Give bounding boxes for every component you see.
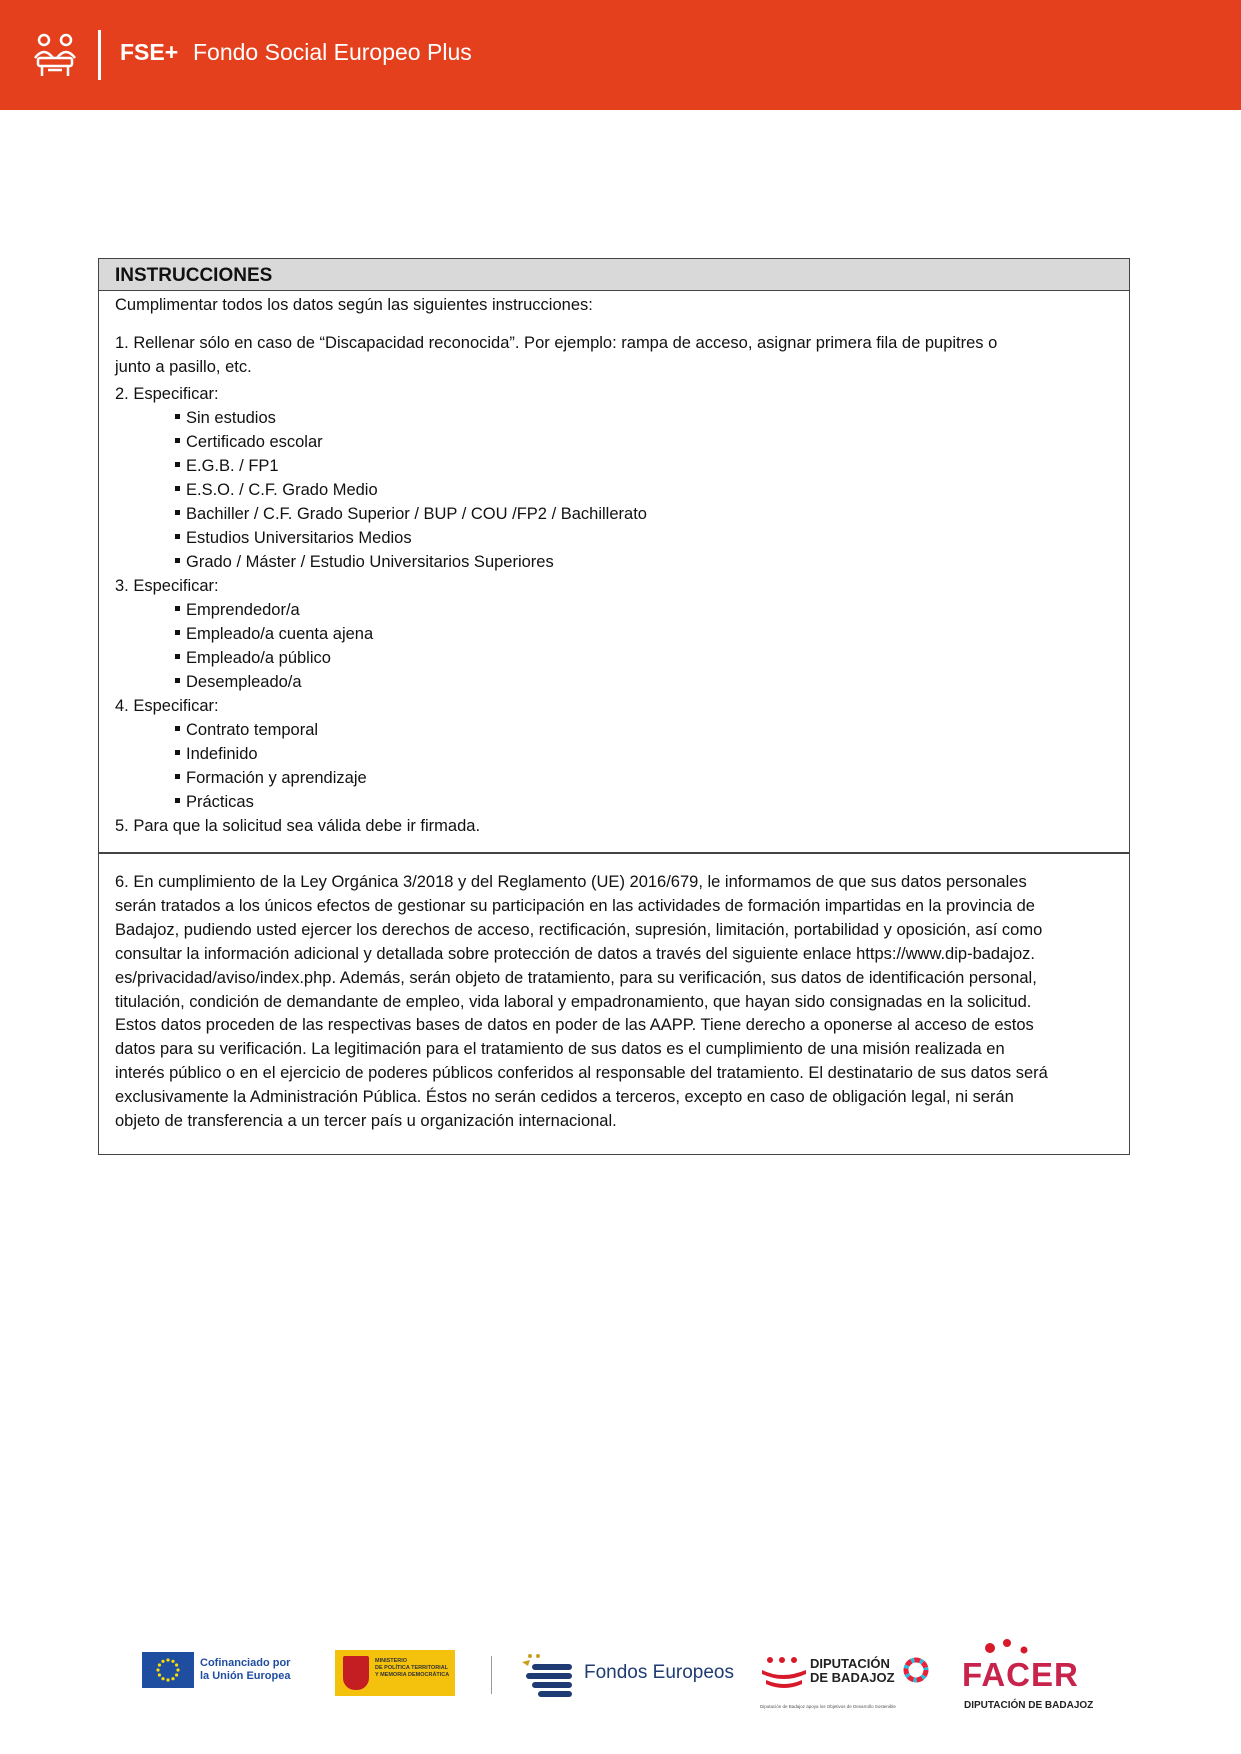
coat-of-arms-icon [343, 1656, 369, 1690]
panel-header [99, 259, 1129, 291]
list-item: Estudios Universitarios Medios [175, 526, 412, 550]
item-1-line-1: 1. Rellenar sólo en caso de “Discapacidad reconocida”. Por ejemplo: rampa de acceso, asignar primera fila de pupitres o [115, 334, 998, 352]
item-1-line-2: junto a pasillo, etc. [115, 358, 252, 376]
diputacion-badajoz-icon [760, 1654, 808, 1698]
footer-logos [0, 1630, 1241, 1740]
eu-flag-icon [142, 1652, 194, 1688]
eu-cofinancing-logo [142, 1652, 290, 1688]
fondos-europeos-label: Fondos Europeos [584, 1662, 734, 1683]
section-divider [99, 852, 1129, 854]
header-title: Fondo Social Europeo Plus [193, 39, 472, 65]
list-item: Desempleado/a [175, 670, 302, 694]
list-item: E.S.O. / C.F. Grado Medio [175, 478, 378, 502]
list-item: Emprendedor/a [175, 598, 300, 622]
list-item: Prácticas [175, 790, 254, 814]
item-2-label: 2. Especificar: [115, 385, 219, 403]
list-item: Certificado escolar [175, 430, 323, 454]
sdg-wheel-icon [903, 1657, 929, 1683]
item-3-label: 3. Especificar: [115, 577, 219, 595]
panel-title: INSTRUCCIONES [115, 265, 273, 286]
facer-logo [962, 1638, 1094, 1718]
header-bar [0, 0, 1241, 110]
eu-cofinancing-label: Cofinanciado por la Unión Europea [200, 1657, 291, 1682]
header-divider [98, 30, 101, 80]
ministerio-logo [335, 1650, 455, 1696]
instructions-panel [98, 258, 1130, 1155]
logo-divider [491, 1656, 492, 1694]
facer-dots-icon [972, 1638, 1042, 1658]
list-item: Formación y aprendizaje [175, 766, 367, 790]
facer-wordmark: FACER [962, 1656, 1079, 1693]
list-item: Indefinido [175, 742, 258, 766]
list-item: Contrato temporal [175, 718, 318, 742]
diputacion-note: Diputación de Badajoz apoya los Objetivos de Desarrollo Sostenible [760, 1704, 896, 1709]
facer-subtitle: DIPUTACIÓN DE BADAJOZ [964, 1700, 1094, 1711]
people-meeting-icon [30, 30, 80, 80]
list-item: E.G.B. / FP1 [175, 454, 279, 478]
item-4-label: 4. Especificar: [115, 697, 219, 715]
ministerio-label: MINISTERIO DE POLÍTICA TERRITORIAL Y MEMORIA DEMOCRÁTICA [375, 1658, 450, 1678]
list-item: Sin estudios [175, 406, 276, 430]
list-item: Empleado/a cuenta ajena [175, 622, 373, 646]
brand-label: FSE+ [120, 39, 179, 65]
diputacion-label: DIPUTACIÓN DE BADAJOZ [810, 1656, 895, 1685]
fondos-europeos-icon [518, 1652, 578, 1700]
intro-text: Cumplimentar todos los datos según las siguientes instrucciones: [115, 296, 593, 314]
list-item: Grado / Máster / Estudio Universitarios Superiores [175, 550, 554, 574]
item-5-text: 5. Para que la solicitud sea válida debe ir firmada. [115, 817, 481, 835]
privacy-paragraph: 6. En cumplimiento de la Ley Orgánica 3/2018 y del Reglamento (UE) 2016/679, le informamos de que sus datos personales serán tratados a los únicos efectos de gestionar su participación en las actividades de formación impartidas en la provincia de Badajoz, pudiendo usted ejercer los derechos de acceso, rectificación, supresión, limitación, portabilidad y oposición, así como consultar la información adicional y detallada sobre protección de datos a través del siguiente enlace https://www.dip-badajoz. es/privacidad/aviso/index.php. Además, serán objeto de tratamiento, para su verificación, sus datos de identificación personal, titulación, condición de demandante de empleo, vida laboral y empadronamiento, que hayan sido consignadas en la solicitud. Estos datos proceden de las respectivas bases de datos en poder de las AAPP. Tiene derecho a oponerse al acceso de estos datos para su verificación. La legitimación para el tratamiento de sus datos es el cumplimiento de una misión realizada en interés público o en el ejercicio de poderes públicos conferidos al responsable del tratamiento. El destinatario de sus datos será exclusivamente la Administración Pública. Éstos no serán cedidos a terceros, excepto en caso de obligación legal, ni serán objeto de transferencia a un tercer país u organización internacional. [115, 873, 1048, 1131]
list-item: Empleado/a público [175, 646, 331, 670]
list-item: Bachiller / C.F. Grado Superior / BUP / COU /FP2 / Bachillerato [175, 502, 647, 526]
